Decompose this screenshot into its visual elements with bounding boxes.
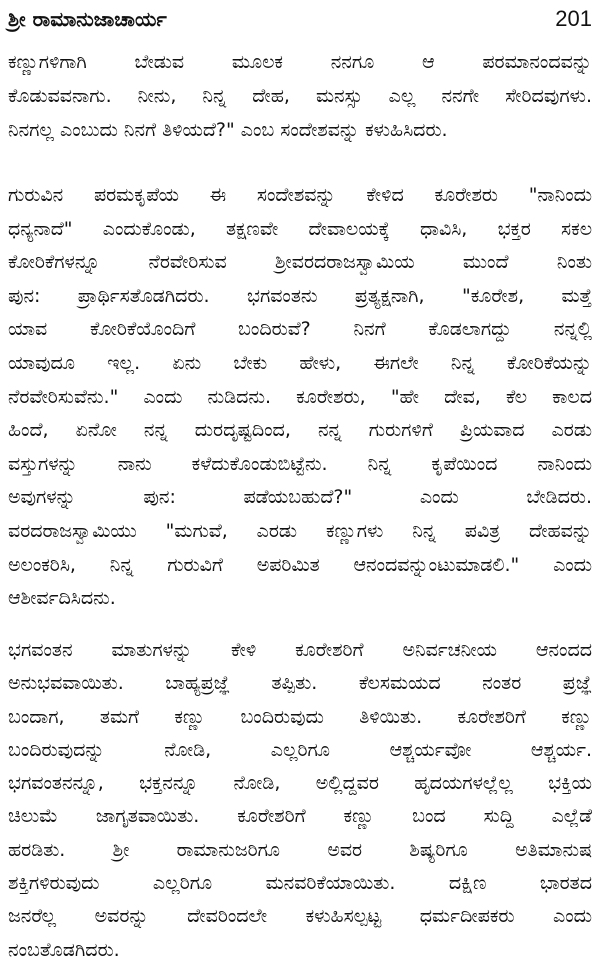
text-line: ವಸ್ತುಗಳನ್ನು ನಾನು ಕಳೆದುಕೊಂಡುಬಿಟ್ಟೆನು. ನಿನ್ನ ಕೃಪೆಯಿಂದ ನಾನಿಂದು — [8, 452, 592, 475]
text-line: ಭಗವಂತನನ್ನೂ, ಭಕ್ತನನ್ನೂ ನೋಡಿ, ಅಲ್ಲಿದ್ದವರ ಹೃದಯಗಳಲ್ಲೆಲ್ಲ ಭಕ್ತಿಯ — [8, 772, 592, 795]
page-header — [8, 2, 592, 36]
paragraph-2 — [8, 178, 592, 615]
text-line: ಜನರೆಲ್ಲ ಅವರನ್ನು ದೇವರಿಂದಲೇ ಕಳುಹಿಸಲ್ಪಟ್ಟ ಧರ್ಮದೀಪಕರು ಎಂದು — [8, 905, 592, 928]
text-line: ಅವುಗಳನ್ನು ಪುನ: ಪಡೆಯಬಹುದೆ?" ಎಂದು ಬೇಡಿದರು. — [8, 486, 592, 509]
text-line: ಹರಡಿತು. ಶ್ರೀ ರಾಮಾನುಜರಿಗೂ ಅವರ ಶಿಷ್ಯರಿಗೂ ಅತಿಮಾನುಷ — [8, 838, 592, 861]
text-line: ಪುನ: ಪ್ರಾರ್ಥಿಸತೊಡಗಿದರು. ಭಗವಂತನು ಪ್ರತ್ಯಕ್ಷನಾಗಿ, "ಕೂರೇಶ, ಮತ್ತೆ — [8, 284, 592, 307]
text-line: ಚಿಲುಮೆ ಜಾಗೃತವಾಯಿತು. ಕೂರೇಶರಿಗೆ ಕಣ್ಣು ಬಂದ ಸುದ್ದಿ ಎಲ್ಲೆಡೆ — [8, 805, 592, 828]
text-line: ಬಂದಿರುವುದನ್ನು ನೋಡಿ, ಎಲ್ಲರಿಗೂ ಆಶ್ಚರ್ಯವೋ ಆಶ್ಚರ್ಯ. — [8, 738, 592, 761]
text-line: ಅಲಂಕರಿಸಿ, ನಿನ್ನ ಗುರುವಿಗೆ ಅಪರಿಮಿತ ಆನಂದವನ್ನುಂಟುಮಾಡಲಿ." ಎಂದು — [8, 553, 592, 576]
text-line: ಕೋರಿಕೆಗಳನ್ನೂ ನೆರವೇರಿಸುವ ಶ್ರೀವರದರಾಜಸ್ವಾಮಿಯ ಮುಂದೆ ನಿಂತು — [8, 251, 592, 274]
text-line: ಯಾವ ಕೋರಿಕೆಯೊಂದಿಗೆ ಬಂದಿರುವೆ? ನಿನಗೆ ಕೊಡಲಾಗದ್ದು ನನ್ನಲ್ಲಿ — [8, 318, 592, 341]
text-line: ಆಶೀರ್ವದಿಸಿದನು. — [8, 587, 116, 610]
text-line: ಬಂದಾಗ, ತಮಗೆ ಕಣ್ಣು ಬಂದಿರುವುದು ತಿಳಿಯಿತು. ಕೂರೇಶರಿಗೆ ಕಣ್ಣು — [8, 705, 592, 728]
text-line: ಭಗವಂತನ ಮಾತುಗಳನ್ನು ಕೇಳಿ ಕೂರೇಶರಿಗೆ ಅನಿರ್ವಚನೀಯ ಆನಂದದ — [8, 639, 592, 661]
text-line: ಹಿಂದೆ, ಏನೋ ನನ್ನ ದುರದೃಷ್ಟದಿಂದ, ನನ್ನ ಗುರುಗಳಿಗೆ ಪ್ರಿಯವಾದ ಎರಡು — [8, 419, 592, 442]
text-line: ವರದರಾಜಸ್ವಾಮಿಯು "ಮಗುವೆ, ಎರಡು ಕಣ್ಣುಗಳು ನಿನ್ನ ಪವಿತ್ರ ದೇಹವನ್ನು — [8, 519, 592, 542]
text-line: ಯಾವುದೂ ಇಲ್ಲ. ಏನು ಬೇಕು ಹೇಳು, ಈಗಲೇ ನಿನ್ನ ಕೋರಿಕೆಯನ್ನು — [8, 351, 592, 374]
paragraph-1 — [8, 45, 592, 147]
page-number: 201 — [555, 6, 592, 31]
text-line: ಶಕ್ತಿಗಳಿರುವುದು ಎಲ್ಲರಿಗೂ ಮನವರಿಕೆಯಾಯಿತು. ದಕ್ಷಿಣ ಭಾರತದ — [8, 872, 592, 895]
text-line: ಧನ್ಯನಾದೆ" ಎಂದುಕೊಂಡು, ತಕ್ಷಣವೇ ದೇವಾಲಯಕ್ಕೆ ಧಾವಿಸಿ, ಭಕ್ತರ ಸಕಲ — [8, 217, 592, 240]
text-line: ನೆರವೇರಿಸುವೆನು." ಎಂದು ನುಡಿದನು. ಕೂರೇಶರು, "ಹೇ ದೇವ, ಕೆಲ ಕಾಲದ — [8, 385, 592, 408]
text-line: ನಿನಗಲ್ಲ ಎಂಬುದು ನಿನಗೆ ತಿಳಿಯದೆ?" ಎಂಬ ಸಂದೇಶವನ್ನು ಕಳುಹಿಸಿದರು. — [8, 119, 448, 141]
paragraph-3 — [8, 633, 592, 966]
text-line: ಗುರುವಿನ ಪರಮಕೃಪೆಯ ಈ ಸಂದೇಶವನ್ನು ಕೇಳಿದ ಕೂರೇಶರು "ನಾನಿಂದು — [8, 184, 592, 206]
text-line: ಕಣ್ಣುಗಳಿಗಾಗಿ ಬೇಡುವ ಮೂಲಕ ನನಗೂ ಆ ಪರಮಾನಂದವನ್ನು — [8, 51, 592, 73]
text-line: ಅನುಭವವಾಯಿತು. ಬಾಹ್ಯಪ್ರಜ್ಞೆ ತಪ್ಪಿತು. ಕೆಲಸಮಯದ ನಂತರ ಪ್ರಜ್ಞೆ — [8, 672, 592, 695]
running-title: ಶ್ರೀ ರಾಮಾನುಜಾಚಾರ್ಯ — [8, 7, 167, 31]
text-line: ನಂಬತೊಡಗಿದರು. — [8, 938, 120, 961]
text-line: ಕೊಡುವವನಾಗು. ನೀನು, ನಿನ್ನ ದೇಹ, ಮನಸ್ಸು ಎಲ್ಲ ನನಗೇ ಸೇರಿದವುಗಳು. — [8, 85, 592, 107]
